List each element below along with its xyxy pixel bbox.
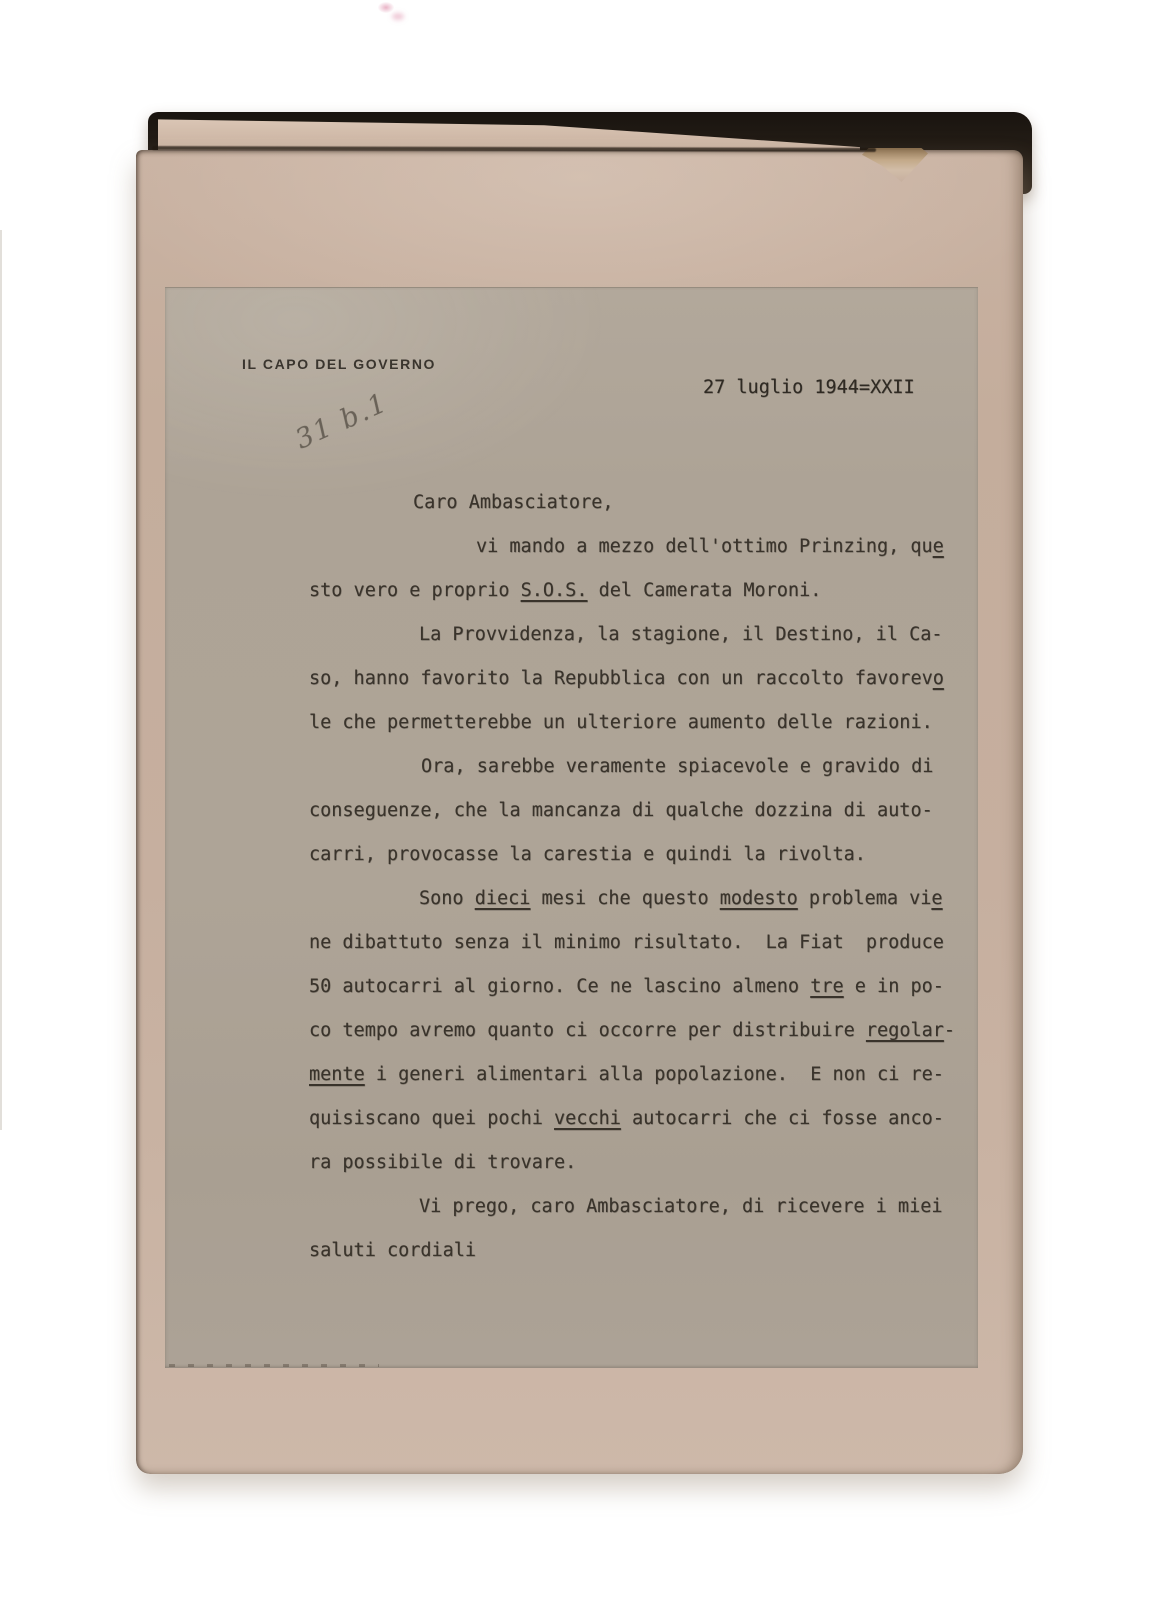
book-cover bbox=[136, 150, 1023, 1474]
typewritten-text: e in po- bbox=[843, 976, 944, 997]
page-edge-specks bbox=[169, 1364, 379, 1367]
typewritten-text: sto vero e proprio bbox=[309, 580, 521, 601]
typewritten-text: conseguenze, che la mancanza di qualche dozzina di auto- bbox=[309, 800, 933, 821]
underlined-text: S.O.S. bbox=[520, 580, 588, 601]
letter-body bbox=[309, 492, 973, 1284]
letter-line bbox=[309, 1196, 973, 1240]
typewritten-text: ra possibile di trovare. bbox=[309, 1152, 577, 1173]
typewritten-text: Sono bbox=[419, 888, 475, 909]
scan-edge-artifact bbox=[0, 230, 2, 1130]
typewritten-text: Ora, sarebbe veramente spiacevole e gravido di bbox=[421, 756, 934, 777]
underlined-text: dieci bbox=[474, 888, 531, 909]
letter-line bbox=[309, 800, 973, 844]
letter-line bbox=[309, 1240, 973, 1284]
typewritten-text: co tempo avremo quanto ci occorre per distribuire bbox=[309, 1020, 866, 1041]
typewritten-text: problema vi bbox=[797, 888, 932, 909]
underlined-text: e bbox=[932, 536, 944, 557]
typewritten-text: - bbox=[943, 1020, 956, 1041]
letter-line bbox=[309, 844, 973, 888]
letter-line bbox=[309, 932, 973, 976]
underlined-text: e bbox=[931, 888, 943, 909]
typewritten-text: so, hanno favorito la Repubblica con un raccolto favorev bbox=[309, 668, 933, 689]
pencil-annotation: 31 b.1 bbox=[290, 387, 394, 456]
typewritten-text: Vi prego, caro Ambasciatore, di ricevere i miei bbox=[419, 1196, 943, 1217]
letter-page bbox=[165, 287, 978, 1368]
typewritten-text: saluti cordiali bbox=[309, 1240, 477, 1261]
typewritten-text: autocarri che ci fosse anco- bbox=[620, 1108, 944, 1129]
typewritten-text: Caro Ambasciatore, bbox=[413, 492, 614, 513]
letter-line bbox=[309, 668, 973, 712]
typewritten-text: vi mando a mezzo dell'ottimo Prinzing, qu bbox=[476, 536, 933, 557]
typewritten-text: carri, provocasse la carestia e quindi la rivolta. bbox=[309, 844, 866, 865]
letter-line bbox=[309, 712, 973, 756]
typewritten-text: mesi che questo bbox=[530, 888, 720, 909]
underlined-text: modesto bbox=[719, 888, 798, 909]
underlined-text: tre bbox=[810, 976, 844, 997]
letter-line bbox=[309, 1064, 973, 1108]
torn-notch bbox=[862, 148, 928, 182]
letter-line bbox=[309, 492, 973, 536]
letter-line bbox=[309, 888, 973, 932]
underlined-text: regolar bbox=[865, 1020, 944, 1041]
typewritten-text: i generi alimentari alla popolazione. E non ci re- bbox=[364, 1064, 944, 1085]
typewritten-text: 50 autocarri al giorno. Ce ne lascino almeno bbox=[309, 976, 811, 997]
pink-speck bbox=[378, 2, 394, 13]
underlined-text: vecchi bbox=[554, 1108, 621, 1129]
letter-line bbox=[309, 756, 973, 800]
underlined-text: mente bbox=[309, 1064, 365, 1085]
typewritten-text: le che permetterebbe un ulteriore aumento delle razioni. bbox=[309, 712, 933, 733]
letterhead-text: IL CAPO DEL GOVERNO bbox=[242, 356, 437, 372]
typewritten-text: La Provvidenza, la stagione, il Destino, il Ca- bbox=[419, 624, 943, 645]
letter-line bbox=[309, 976, 973, 1020]
typewritten-text: quisiscano quei pochi bbox=[309, 1108, 555, 1129]
letter-line bbox=[309, 1152, 973, 1196]
letter-line bbox=[309, 580, 973, 624]
letter-line bbox=[309, 1020, 973, 1064]
date-text: 27 luglio 1944=XXII bbox=[703, 377, 915, 398]
letter-line bbox=[309, 536, 973, 580]
typewritten-text: del Camerata Moroni. bbox=[587, 580, 822, 601]
letter-line bbox=[309, 624, 973, 668]
letter-line bbox=[309, 1108, 973, 1152]
typewritten-text: ne dibattuto senza il minimo risultato. La Fiat produce bbox=[309, 932, 944, 953]
underlined-text: o bbox=[932, 668, 944, 689]
